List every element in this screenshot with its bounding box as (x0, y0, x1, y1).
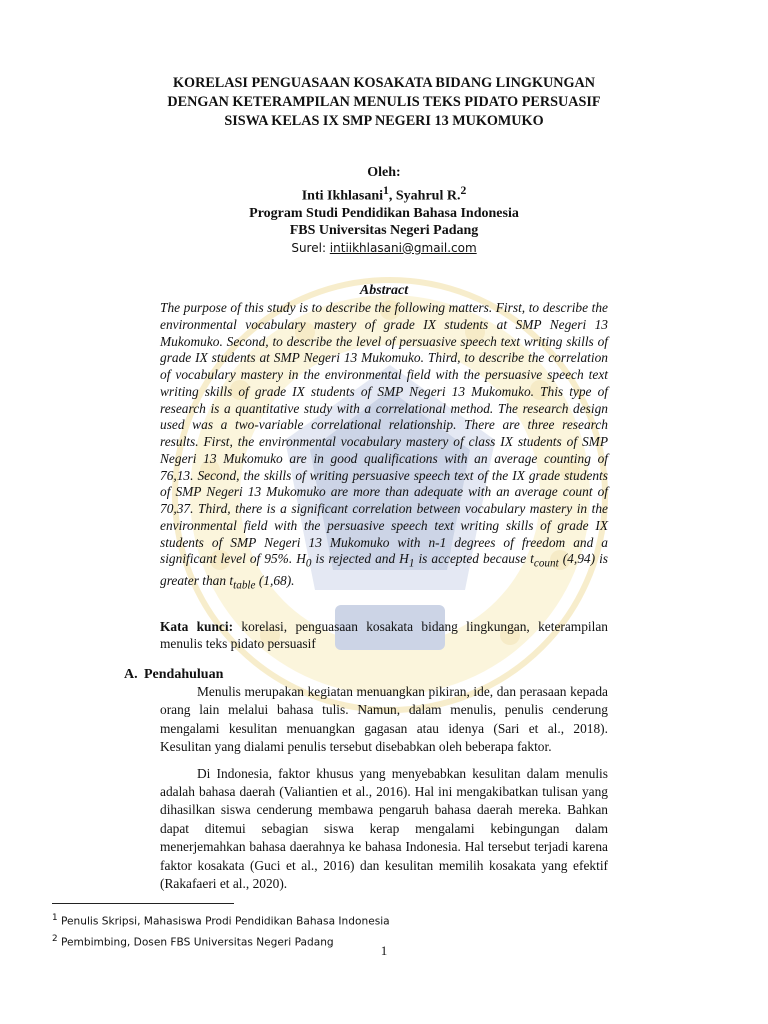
author-block (100, 164, 668, 257)
footnote-divider (52, 903, 234, 904)
by-label: Oleh: (367, 165, 401, 180)
footnotes (52, 910, 652, 951)
author-separator: , (388, 188, 396, 204)
page-number: 1 (380, 943, 388, 958)
section-number: A. (124, 667, 138, 682)
author-1: Inti Ikhlasani (301, 188, 384, 204)
h0-subscript: 0 (305, 557, 312, 570)
email-label: Surel: (291, 240, 330, 255)
paragraph: Menulis merupakan kegiatan menuangkan pikiran, ide, dan perasaan kepada orang lain melalui bahasa tulis. Namun, dalam menulis, penulis cenderung mengalami kesulitan menuangkan gagasan atau idenya (Sari et al., 2018). Kesulitan yang dialami penulis tersebut disebabkan oleh beberapa faktor. (160, 684, 608, 755)
footnote-text: Penulis Skripsi, Mahasiswa Prodi Pendidikan Bahasa Indonesia (57, 915, 390, 928)
author-1-footnote-mark: 1 (383, 183, 389, 197)
abstract-text-part: (4,94) is greater than t (160, 551, 609, 588)
paper-title (100, 74, 668, 131)
ttable-subscript: table (233, 579, 256, 592)
abstract-text-part: is rejected and H (311, 551, 409, 567)
footnote-text: Pembimbing, Dosen FBS Universitas Negeri Padang (57, 936, 334, 949)
abstract-main-text: The purpose of this study is to describe the following matters. First, to describe the environmental vocabulary mastery of grade IX students at SMP Negeri 13 Mukomuko. Second, to describe the level of persuasive speech text writing skills of grade IX students at SMP Negeri 13 Mukomuko. Third, to describe the correlation of vocabulary mastery in the environmental field with the persuasive speech text writing skills of grade IX students of SMP Negeri 13 Mukomuko. This type of research is a quantitative study with a correlational method. The research design used was a two-variable correlational relationship. There are three research results. First, the environmental vocabulary mastery of class IX students of SMP Negeri 13 Mukomuko are in good qualifications with an average counting of 76,13. Second, the skills of writing persuasive speech text of the IX grade students of SMP Negeri 13 Mukomuko are more than adequate with an average count of 70,37. Third, there is a significant correlation between vocabulary mastery in the environmental field with the persuasive speech text writing skills of grade IX students of SMP Negeri 13 Mukomuko with n-1 degrees of freedom and a significant level of 95%. H (160, 300, 608, 567)
h1-subscript: 1 (408, 557, 415, 570)
abstract-text-part: (1,68). (255, 572, 295, 588)
footnote-mark: 2 (52, 933, 58, 944)
author-names (100, 182, 668, 205)
section-heading (124, 667, 223, 683)
institution-name: FBS Universitas Negeri Padang (289, 223, 479, 239)
title-line: KORELASI PENGUASAAN KOSAKATA BIDANG LINGKUNGAN (173, 75, 595, 91)
program-name: Program Studi Pendidikan Bahasa Indonesia (249, 205, 519, 221)
abstract-text (160, 300, 608, 594)
section-title: Pendahuluan (144, 667, 224, 682)
footnote (52, 931, 652, 952)
keywords-label: Kata kunci: (160, 619, 234, 634)
author-2-footnote-mark: 2 (460, 183, 467, 197)
footnote-mark: 1 (52, 913, 58, 923)
email-link[interactable]: intiikhlasani@gmail.com (329, 240, 477, 255)
title-line: SISWA KELAS IX SMP NEGERI 13 MUKOMUKO (224, 113, 544, 129)
abstract-body (160, 300, 608, 594)
author-2: Syahrul R. (395, 188, 461, 204)
paragraph: Di Indonesia, faktor khusus yang menyebabkan kesulitan dalam menulis adalah bahasa daerah (Valiantien et al., 2016). Hal ini mengakibatkan tulisan yang dihasilkan siswa cenderung membawa pengaruh bahasa daerah mereka. Bahkan dapat ditemui sebagian siswa kerap mengalami kebingungan dalam menerjemahkan bahasa daerahnya ke bahasa Indonesia. Hal tersebut terjadi karena faktor kosakata (Guci et al., 2016) dan kesulitan memilih kosakata yang efektif (Rakafaeri et al., 2020). (160, 765, 608, 892)
tcount-subscript: count (533, 557, 559, 570)
title-line: DENGAN KETERAMPILAN MENULIS TEKS PIDATO PERSUASIF (167, 94, 601, 110)
footnote (52, 910, 652, 931)
abstract-heading: Abstract (359, 283, 409, 298)
keywords (160, 619, 608, 652)
section-body (160, 683, 608, 893)
keywords-text: korelasi, penguasaan kosakata bidang lingkungan, keterampilan menulis teks pidato persuasif (160, 619, 608, 651)
email-line (100, 240, 668, 258)
abstract-text-part: is accepted because t (414, 551, 534, 567)
